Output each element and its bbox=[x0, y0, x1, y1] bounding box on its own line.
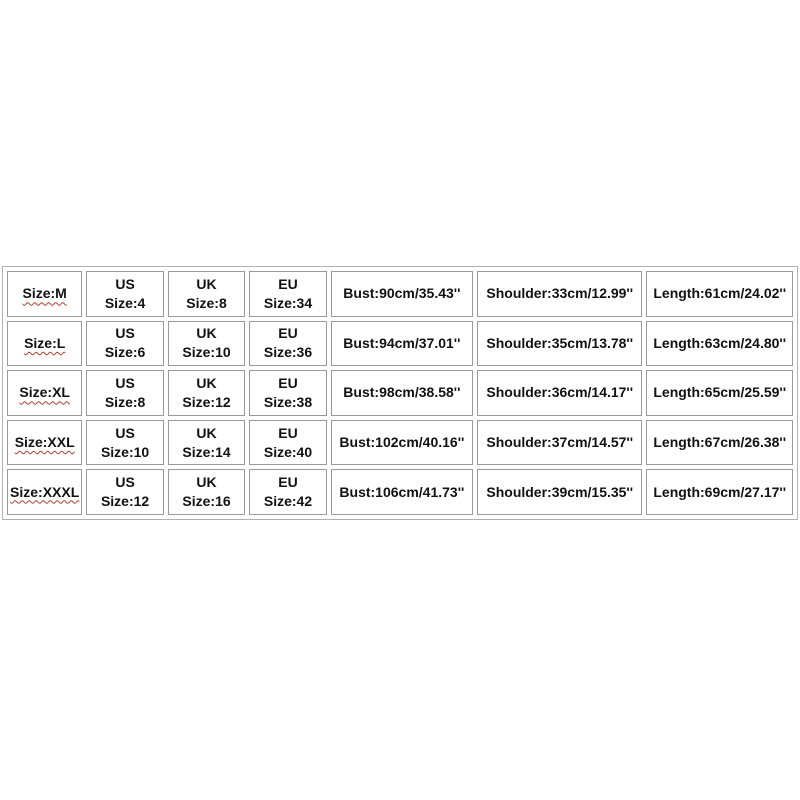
us-size-value: Size:8 bbox=[104, 393, 146, 410]
length-cell: Length:65cm/25.59'' bbox=[646, 370, 793, 416]
us-size-cell bbox=[86, 420, 163, 466]
bust-cell: Bust:106cm/41.73'' bbox=[331, 469, 473, 515]
eu-label: EU bbox=[278, 374, 298, 391]
uk-label: UK bbox=[196, 474, 217, 491]
shoulder-cell: Shoulder:35cm/13.78'' bbox=[477, 321, 642, 367]
us-label: US bbox=[115, 424, 135, 441]
eu-label: EU bbox=[278, 424, 298, 441]
length-cell: Length:63cm/24.80'' bbox=[646, 321, 793, 367]
eu-size-value: Size:36 bbox=[263, 344, 313, 361]
length-cell: Length:69cm/27.17'' bbox=[646, 469, 793, 515]
eu-label: EU bbox=[278, 325, 298, 342]
uk-label: UK bbox=[196, 424, 217, 441]
table-row bbox=[7, 469, 793, 515]
eu-size-value: Size:34 bbox=[263, 294, 313, 311]
table-row bbox=[7, 370, 793, 416]
us-size-value: Size:10 bbox=[100, 443, 150, 460]
eu-size-value: Size:42 bbox=[263, 493, 313, 510]
size-label: Size:M bbox=[22, 285, 67, 302]
size-cell bbox=[7, 370, 82, 416]
eu-size-cell bbox=[249, 469, 326, 515]
us-size-cell bbox=[86, 321, 163, 367]
size-cell bbox=[7, 469, 82, 515]
bust-cell: Bust:98cm/38.58'' bbox=[331, 370, 473, 416]
uk-size-cell bbox=[168, 469, 245, 515]
eu-size-cell bbox=[249, 321, 326, 367]
us-label: US bbox=[115, 474, 135, 491]
eu-label: EU bbox=[278, 275, 298, 292]
uk-size-cell bbox=[168, 420, 245, 466]
eu-size-value: Size:38 bbox=[263, 393, 313, 410]
bust-cell: Bust:90cm/35.43'' bbox=[331, 271, 473, 317]
bust-cell: Bust:94cm/37.01'' bbox=[331, 321, 473, 367]
uk-label: UK bbox=[196, 374, 217, 391]
length-cell: Length:61cm/24.02'' bbox=[646, 271, 793, 317]
uk-size-value: Size:16 bbox=[182, 493, 231, 510]
us-size-value: Size:4 bbox=[104, 294, 146, 311]
table-row bbox=[7, 420, 793, 466]
size-cell bbox=[7, 420, 82, 466]
shoulder-cell: Shoulder:36cm/14.17'' bbox=[477, 370, 642, 416]
us-size-value: Size:6 bbox=[104, 344, 146, 361]
us-size-cell bbox=[86, 469, 163, 515]
size-cell bbox=[7, 321, 82, 367]
length-cell: Length:67cm/26.38'' bbox=[646, 420, 793, 466]
us-label: US bbox=[115, 325, 135, 342]
uk-size-value: Size:14 bbox=[182, 443, 231, 460]
uk-size-value: Size:12 bbox=[182, 393, 231, 410]
size-chart-table bbox=[2, 266, 798, 520]
us-label: US bbox=[115, 275, 135, 292]
table-row bbox=[7, 321, 793, 367]
shoulder-cell: Shoulder:33cm/12.99'' bbox=[477, 271, 642, 317]
us-size-value: Size:12 bbox=[100, 493, 150, 510]
eu-size-value: Size:40 bbox=[263, 443, 313, 460]
us-size-cell bbox=[86, 271, 163, 317]
uk-label: UK bbox=[196, 325, 217, 342]
table-row bbox=[7, 271, 793, 317]
bust-cell: Bust:102cm/40.16'' bbox=[331, 420, 473, 466]
size-label: Size:XXXL bbox=[10, 483, 80, 500]
uk-label: UK bbox=[196, 275, 217, 292]
eu-label: EU bbox=[278, 474, 298, 491]
uk-size-cell bbox=[168, 370, 245, 416]
size-label: Size:XL bbox=[19, 384, 70, 401]
uk-size-value: Size:10 bbox=[182, 344, 231, 361]
uk-size-cell bbox=[168, 271, 245, 317]
eu-size-cell bbox=[249, 370, 326, 416]
uk-size-value: Size:8 bbox=[186, 294, 227, 311]
us-label: US bbox=[115, 374, 135, 391]
size-cell bbox=[7, 271, 82, 317]
eu-size-cell bbox=[249, 420, 326, 466]
uk-size-cell bbox=[168, 321, 245, 367]
size-label: Size:XXL bbox=[14, 434, 75, 451]
shoulder-cell: Shoulder:37cm/14.57'' bbox=[477, 420, 642, 466]
shoulder-cell: Shoulder:39cm/15.35'' bbox=[477, 469, 642, 515]
size-label: Size:L bbox=[24, 334, 66, 351]
us-size-cell bbox=[86, 370, 163, 416]
eu-size-cell bbox=[249, 271, 326, 317]
